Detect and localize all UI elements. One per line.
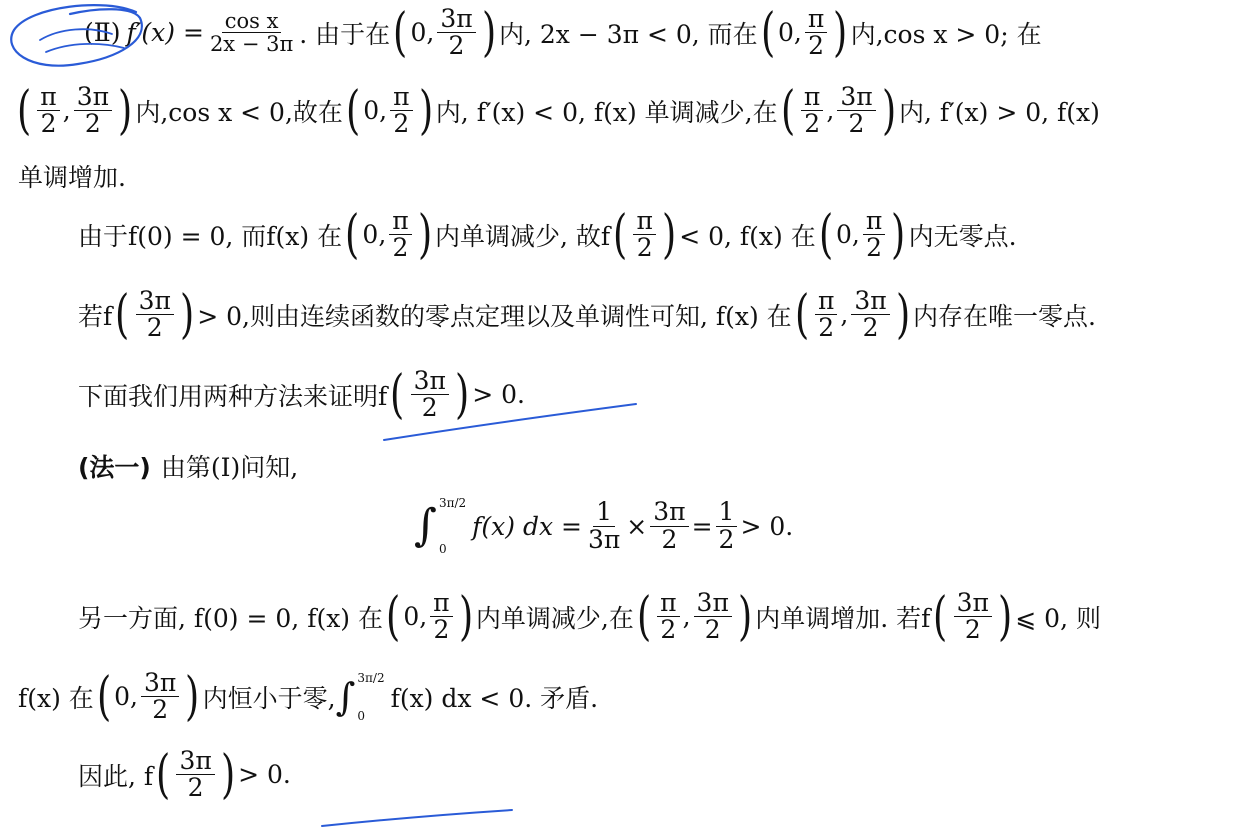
interval: ( 0, $\frac{3\pi}{2}$ ) [393, 2, 496, 63]
interval: ( $\frac{\pi}{2}$ , $\frac{3\pi}{2}$ ) [17, 80, 133, 141]
line-1: (Ⅱ) f′(x) = $\frac{\text{cos x}}{2x - 3\pi}$ . 由于在 ( 0, $\frac{3\pi}{2}$ ) 内, 2x − 3π < 0, 而在 ( 0, $\frac{\pi}{2}$ ) 内,cos x > 0; 在 [84, 2, 1042, 63]
interval: ( $\frac{\pi}{2}$ , $\frac{3\pi}{2}$ ) [780, 80, 896, 141]
argument: ( $\frac{3\pi}{2}$ ) [390, 364, 470, 425]
fraction: $\frac{\text{cos x}}{2x - 3\pi}$ [209, 9, 294, 57]
line-5: 若f ( $\frac{3\pi}{2}$ ) > 0,则由连续函数的零点定理以及单调性可知, f(x) 在 ( $\frac{\pi}{2}$ , $\frac{3\pi}{2}$ ) 内存在唯一零点. [78, 284, 1096, 345]
line-10: f(x) 在 ( 0, $\frac{3\pi}{2}$ ) 内恒小于零, ∫ 3π/2 0 f(x) dx < 0. 矛盾. [18, 666, 599, 727]
line-3: 单调增加. [18, 163, 126, 192]
interval: ( 0, $\frac{\pi}{2}$ ) [760, 2, 848, 63]
line-6: 下面我们用两种方法来证明f ( $\frac{3\pi}{2}$ ) > 0. [78, 364, 525, 425]
interval: ( 0, $\frac{\pi}{2}$ ) [386, 586, 473, 647]
argument: ( $\frac{3\pi}{2}$ ) [933, 586, 1013, 647]
line-2: ( $\frac{\pi}{2}$ , $\frac{3\pi}{2}$ ) 内,cos x < 0,故在 ( 0, $\frac{\pi}{2}$ ) 内, f′(x) < 0, f(x) 单调减少,在 ( $\frac{\pi}{2}$ , $\frac{3\pi}{2}$ ) 内, f′(x) > 0, f(x) [14, 84, 1100, 138]
interval: ( 0, $\frac{\pi}{2}$ ) [345, 80, 433, 141]
integral-sign: ∫ [414, 500, 437, 551]
line-8-integral: ∫ 3π/2 0 f(x) dx = $\frac{1}{3\pi}$ × $\frac{3\pi}{2}$ = $\frac{1}{2}$ > 0. [414, 496, 794, 556]
derivative-lhs: f′(x) = [126, 18, 204, 48]
line-9: 另一方面, f(0) = 0, f(x) 在 ( 0, $\frac{\pi}{2}$ ) 内单调减少,在 ( $\frac{\pi}{2}$ , $\frac{3\pi}{2}$ ) 内单调增加. 若f ( $\frac{3\pi}{2}$ ) ⩽ 0, 则 [78, 586, 1101, 647]
interval: ( 0, $\frac{\pi}{2}$ ) [818, 204, 906, 265]
argument: ( $\frac{3\pi}{2}$ ) [115, 284, 195, 345]
interval: ( 0, $\frac{\pi}{2}$ ) [345, 204, 432, 265]
ink-underline-2 [322, 810, 512, 826]
line-11: 因此, f ( $\frac{3\pi}{2}$ ) > 0. [78, 744, 291, 805]
part-label: (Ⅱ) [84, 18, 121, 48]
interval: ( $\frac{\pi}{2}$ , $\frac{3\pi}{2}$ ) [636, 586, 753, 647]
argument: ( $\frac{3\pi}{2}$ ) [156, 744, 236, 805]
argument: ( $\frac{\pi}{2}$ ) [613, 204, 677, 265]
line-7: (法一) 由第(Ⅰ)问知, [78, 448, 298, 484]
line-4: 由于f(0) = 0, 而f(x) 在 ( 0, $\frac{\pi}{2}$ ) 内单调减少, 故f ( $\frac{\pi}{2}$ ) < 0, f(x) 在 ( 0, $\frac{\pi}{2}$ ) 内无零点. [78, 204, 1017, 265]
integral-limits: 3π/2 0 [438, 496, 467, 556]
interval: ( 0, $\frac{3\pi}{2}$ ) [96, 666, 200, 727]
method-label: (法一) [78, 453, 151, 482]
integral-limits: 3π/2 0 [357, 670, 385, 723]
interval: ( $\frac{\pi}{2}$ , $\frac{3\pi}{2}$ ) [794, 284, 910, 345]
integral-sign: ∫ [335, 674, 356, 719]
